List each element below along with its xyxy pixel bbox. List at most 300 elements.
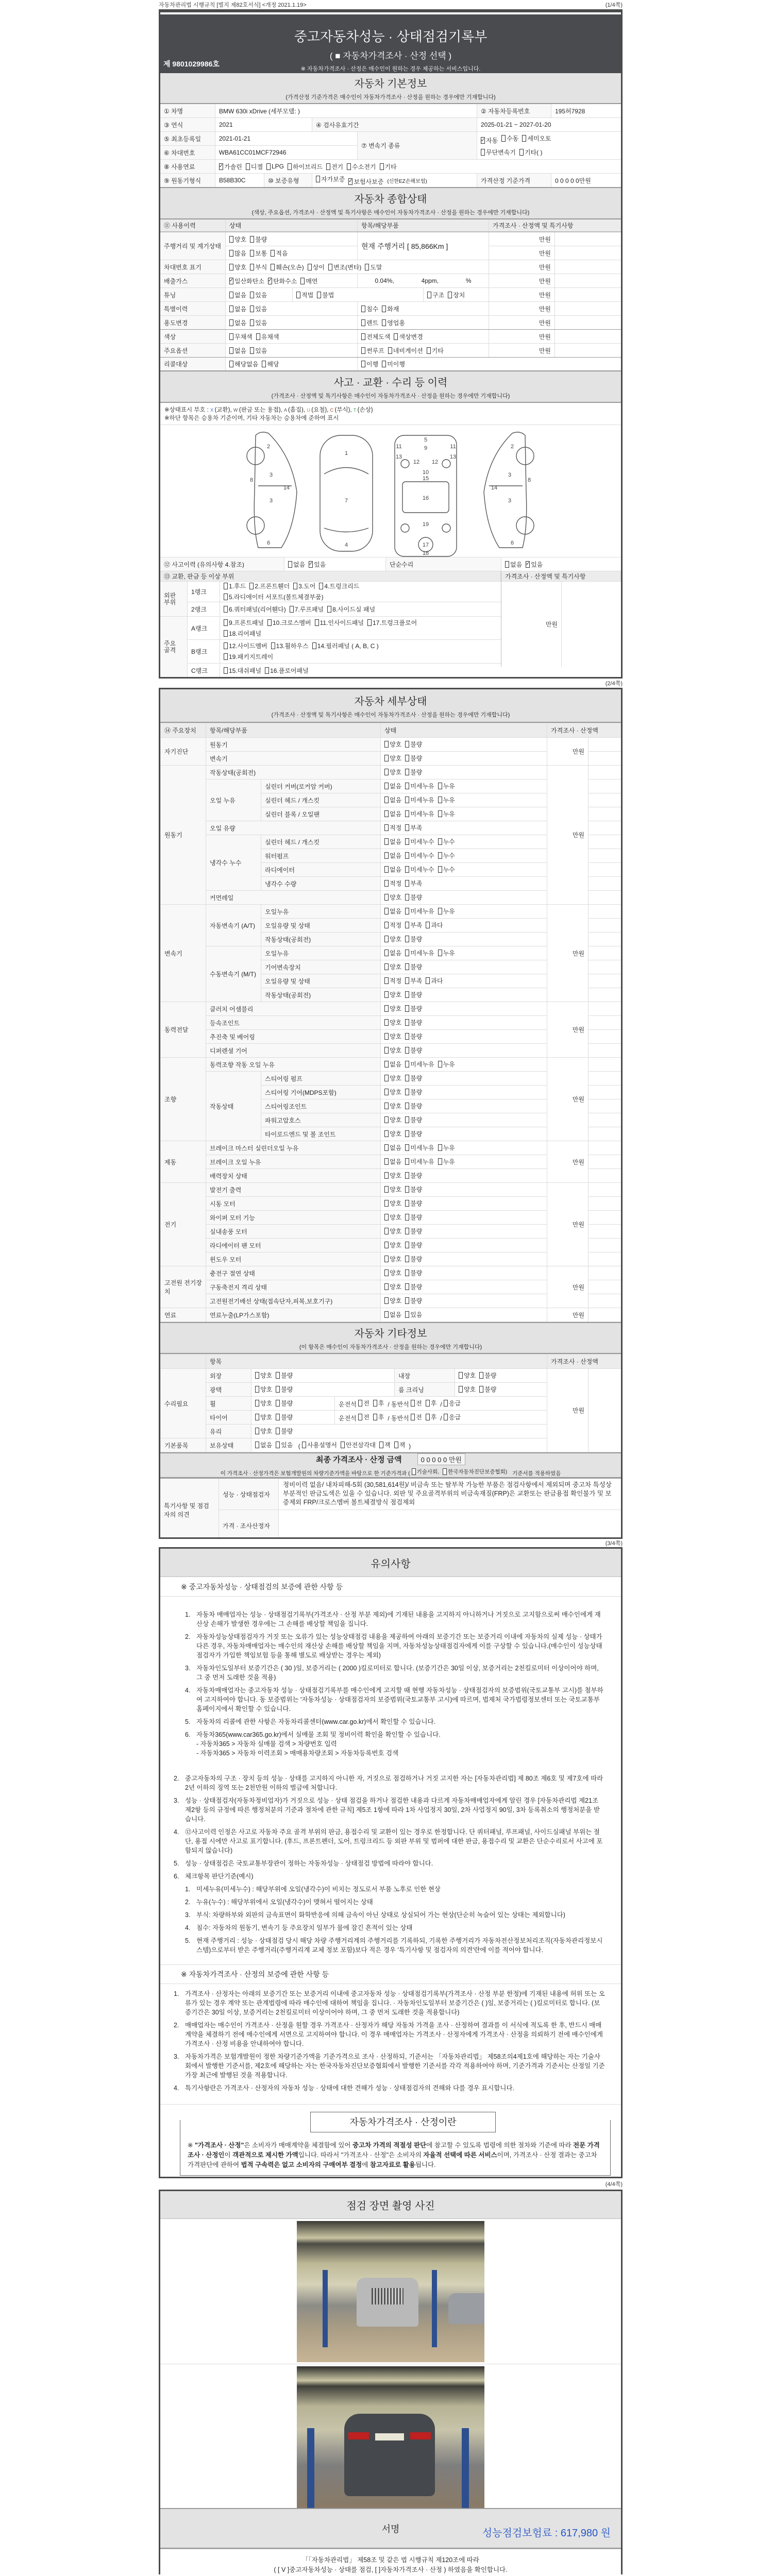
checkbox-checked[interactable]: ✓ (229, 278, 234, 283)
checkbox-unchecked[interactable] (505, 561, 509, 568)
checkbox-checked[interactable]: ✓ (309, 561, 313, 567)
checkbox-option[interactable] (347, 162, 376, 171)
checkbox-unchecked[interactable] (308, 264, 312, 270)
checkbox-unchecked[interactable] (276, 1414, 280, 1420)
checkbox-unchecked[interactable] (384, 1269, 389, 1276)
checkbox-option[interactable] (250, 235, 267, 244)
checkbox-unchecked[interactable] (405, 1005, 409, 1012)
checkbox-unchecked[interactable] (224, 653, 228, 660)
checkbox-unchecked[interactable] (384, 950, 389, 956)
checkbox-option[interactable] (405, 1213, 422, 1222)
checkbox-option[interactable] (438, 851, 455, 860)
checkbox-unchecked[interactable] (384, 1256, 389, 1262)
checkbox-unchecked[interactable] (250, 264, 254, 270)
checkbox-option[interactable] (276, 1427, 293, 1435)
checkbox-unchecked[interactable] (388, 347, 392, 354)
checkbox-option[interactable] (309, 560, 326, 569)
checkbox-option[interactable] (315, 618, 364, 627)
checkbox-option[interactable] (384, 976, 401, 985)
checkbox-option[interactable] (384, 1310, 401, 1319)
checkbox-unchecked[interactable] (501, 135, 506, 142)
checkbox-unchecked[interactable] (271, 264, 275, 270)
checkbox-unchecked[interactable] (384, 810, 389, 817)
checkbox-unchecked[interactable] (405, 1214, 409, 1221)
checkbox-unchecked[interactable] (479, 1372, 483, 1379)
checkbox-unchecked[interactable] (384, 755, 389, 761)
checkbox-option[interactable] (384, 795, 401, 804)
checkbox-unchecked[interactable] (459, 1386, 463, 1393)
checkbox-option[interactable] (405, 1060, 434, 1069)
checkbox-option[interactable] (224, 666, 261, 675)
checkbox-option[interactable] (229, 332, 253, 341)
checkbox-unchecked[interactable] (229, 306, 233, 312)
checkbox-unchecked[interactable] (405, 908, 409, 914)
checkbox-unchecked[interactable] (426, 922, 430, 928)
checkbox-unchecked[interactable] (276, 1400, 280, 1406)
checkbox-option[interactable] (384, 1101, 401, 1110)
checkbox-option[interactable] (438, 1060, 455, 1069)
checkbox-checked[interactable]: ✓ (526, 561, 530, 567)
checkbox-unchecked[interactable] (384, 1186, 389, 1193)
checkbox-option[interactable] (405, 1032, 422, 1041)
checkbox-unchecked[interactable] (405, 1047, 409, 1054)
checkbox-option[interactable] (405, 976, 422, 985)
checkbox-option[interactable] (405, 823, 422, 832)
checkbox-unchecked[interactable] (229, 347, 233, 354)
checkbox-unchecked[interactable] (373, 1400, 377, 1406)
checkbox-unchecked[interactable] (438, 908, 442, 914)
checkbox-unchecked[interactable] (229, 319, 233, 326)
checkbox-option[interactable] (384, 1199, 401, 1208)
checkbox-option[interactable] (405, 1255, 422, 1263)
checkbox-option[interactable] (382, 304, 399, 313)
checkbox-unchecked[interactable] (379, 1442, 383, 1448)
checkbox-option[interactable] (384, 1060, 401, 1069)
checkbox-unchecked[interactable] (394, 333, 398, 340)
checkbox-unchecked[interactable] (405, 1033, 409, 1040)
checkbox-unchecked[interactable] (229, 250, 233, 257)
checkbox-option[interactable] (384, 823, 401, 832)
checkbox-unchecked[interactable] (438, 866, 442, 873)
checkbox-unchecked[interactable] (405, 755, 409, 761)
checkbox-unchecked[interactable] (384, 838, 389, 845)
checkbox-option[interactable] (229, 277, 264, 285)
checkbox-unchecked[interactable] (405, 741, 409, 748)
checkbox-option[interactable] (326, 162, 343, 171)
checkbox-unchecked[interactable] (384, 880, 389, 887)
checkbox-option[interactable] (290, 605, 324, 614)
checkbox-unchecked[interactable] (267, 619, 272, 626)
checkbox-option[interactable] (250, 263, 267, 272)
checkbox-unchecked[interactable] (229, 264, 233, 270)
checkbox-option[interactable] (271, 263, 304, 272)
checkbox-unchecked[interactable] (255, 1386, 259, 1393)
checkbox-unchecked[interactable] (405, 991, 409, 998)
checkbox-option[interactable] (276, 1413, 293, 1421)
checkbox-unchecked[interactable] (443, 1468, 447, 1475)
checkbox-unchecked[interactable] (358, 1400, 362, 1406)
checkbox-option[interactable] (384, 893, 401, 902)
checkbox-option[interactable] (255, 1440, 272, 1449)
checkbox-option[interactable] (319, 582, 359, 590)
checkbox-unchecked[interactable] (438, 1144, 442, 1151)
checkbox-option[interactable] (384, 1171, 401, 1180)
checkbox-unchecked[interactable] (405, 1116, 409, 1123)
checkbox-option[interactable] (361, 346, 384, 355)
checkbox-option[interactable] (255, 1371, 272, 1380)
checkbox-option[interactable] (526, 560, 543, 569)
checkbox-unchecked[interactable] (382, 319, 386, 326)
checkbox-option[interactable] (328, 263, 361, 272)
checkbox-unchecked[interactable] (276, 1442, 280, 1448)
checkbox-unchecked[interactable] (384, 741, 389, 748)
checkbox-unchecked[interactable] (276, 1372, 280, 1379)
checkbox-option[interactable] (246, 162, 263, 171)
checkbox-unchecked[interactable] (365, 264, 369, 270)
checkbox-option[interactable] (438, 1157, 455, 1166)
checkbox-unchecked[interactable] (384, 1311, 389, 1318)
checkbox-option[interactable] (405, 1074, 422, 1082)
checkbox-option[interactable] (380, 162, 397, 171)
checkbox-unchecked[interactable] (328, 264, 332, 270)
checkbox-unchecked[interactable] (384, 824, 389, 831)
checkbox-unchecked[interactable] (224, 619, 228, 626)
checkbox-unchecked[interactable] (384, 991, 389, 998)
checkbox-unchecked[interactable] (224, 667, 228, 674)
checkbox-unchecked[interactable] (405, 963, 409, 970)
checkbox-option[interactable] (267, 618, 311, 627)
checkbox-unchecked[interactable] (250, 319, 254, 326)
checkbox-option[interactable] (405, 1227, 422, 1235)
checkbox-unchecked[interactable] (384, 1089, 389, 1095)
checkbox-option[interactable] (405, 1296, 422, 1305)
checkbox-option[interactable] (438, 795, 455, 804)
checkbox-option[interactable] (384, 1004, 401, 1013)
checkbox-option[interactable] (384, 1074, 401, 1082)
checkbox-option[interactable] (405, 1157, 434, 1166)
checkbox-unchecked[interactable] (384, 1297, 389, 1304)
checkbox-option[interactable] (229, 291, 246, 299)
checkbox-option[interactable] (229, 263, 246, 272)
checkbox-unchecked[interactable] (384, 963, 389, 970)
checkbox-unchecked[interactable] (315, 619, 319, 626)
checkbox-unchecked[interactable] (411, 1400, 415, 1406)
checkbox-unchecked[interactable] (347, 163, 351, 170)
checkbox-unchecked[interactable] (317, 292, 321, 298)
checkbox-unchecked[interactable] (384, 922, 389, 928)
checkbox-option[interactable] (373, 1413, 384, 1421)
checkbox-option[interactable] (405, 865, 434, 874)
checkbox-option[interactable] (224, 641, 267, 650)
checkbox-option[interactable] (365, 263, 382, 272)
checkbox-option[interactable] (438, 837, 455, 846)
checkbox-option[interactable] (438, 782, 455, 790)
checkbox-unchecked[interactable] (438, 796, 442, 803)
checkbox-option[interactable] (224, 605, 286, 614)
checkbox-unchecked[interactable] (250, 236, 254, 243)
checkbox-unchecked[interactable] (246, 163, 250, 170)
checkbox-option[interactable] (379, 1440, 391, 1449)
checkbox-option[interactable] (276, 1399, 293, 1408)
checkbox-option[interactable] (358, 1399, 369, 1408)
checkbox-unchecked[interactable] (405, 838, 409, 845)
checkbox-option[interactable] (405, 1115, 422, 1124)
checkbox-unchecked[interactable] (262, 361, 266, 367)
checkbox-option[interactable] (300, 277, 317, 285)
checkbox-option[interactable] (361, 318, 378, 327)
checkbox-option[interactable] (411, 1399, 422, 1408)
checkbox-unchecked[interactable] (405, 1242, 409, 1248)
checkbox-unchecked[interactable] (384, 1075, 389, 1081)
checkbox-option[interactable] (405, 1310, 422, 1319)
checkbox-option[interactable] (405, 1018, 422, 1027)
checkbox-option[interactable] (255, 1385, 272, 1394)
checkbox-option[interactable] (405, 1185, 422, 1194)
checkbox-unchecked[interactable] (405, 977, 409, 984)
checkbox-unchecked[interactable] (288, 163, 292, 170)
checkbox-option[interactable] (479, 1385, 496, 1394)
checkbox-unchecked[interactable] (405, 1075, 409, 1081)
checkbox-option[interactable] (394, 332, 423, 341)
checkbox-option[interactable] (250, 304, 267, 313)
checkbox-unchecked[interactable] (384, 1214, 389, 1221)
checkbox-unchecked[interactable] (405, 1311, 409, 1318)
checkbox-option[interactable] (224, 652, 273, 661)
checkbox-unchecked[interactable] (405, 866, 409, 873)
checkbox-unchecked[interactable] (229, 292, 233, 298)
checkbox-option[interactable] (444, 1399, 461, 1408)
checkbox-unchecked[interactable] (255, 1428, 259, 1434)
checkbox-unchecked[interactable] (250, 306, 254, 312)
checkbox-option[interactable] (312, 641, 379, 650)
checkbox-unchecked[interactable] (271, 642, 275, 649)
checkbox-option[interactable] (438, 865, 455, 874)
checkbox-option[interactable] (384, 1282, 401, 1291)
checkbox-option[interactable] (384, 1143, 401, 1152)
checkbox-unchecked[interactable] (319, 583, 323, 589)
checkbox-option[interactable] (426, 976, 443, 985)
checkbox-option[interactable] (443, 1468, 507, 1476)
checkbox-option[interactable] (384, 907, 401, 916)
checkbox-unchecked[interactable] (384, 796, 389, 803)
checkbox-unchecked[interactable] (380, 163, 384, 170)
checkbox-unchecked[interactable] (412, 1468, 416, 1475)
checkbox-unchecked[interactable] (405, 852, 409, 859)
checkbox-unchecked[interactable] (384, 1130, 389, 1137)
checkbox-unchecked[interactable] (255, 1442, 259, 1448)
checkbox-unchecked[interactable] (438, 783, 442, 789)
checkbox-option[interactable] (405, 740, 422, 749)
checkbox-unchecked[interactable] (384, 1283, 389, 1290)
checkbox-option[interactable] (229, 346, 246, 355)
checkbox-option[interactable] (405, 907, 434, 916)
checkbox-option[interactable] (405, 962, 422, 971)
checkbox-option[interactable] (224, 592, 324, 601)
checkbox-option[interactable] (405, 1143, 434, 1152)
checkbox-option[interactable] (367, 618, 417, 627)
checkbox-option[interactable] (384, 1018, 401, 1027)
checkbox-option[interactable] (405, 1268, 422, 1277)
checkbox-option[interactable] (384, 837, 401, 846)
checkbox-option[interactable] (229, 235, 246, 244)
checkbox-option[interactable] (384, 754, 401, 762)
checkbox-option[interactable] (505, 560, 522, 569)
checkbox-option[interactable] (384, 1115, 401, 1124)
checkbox-option[interactable] (384, 1157, 401, 1166)
checkbox-option[interactable] (224, 582, 246, 590)
checkbox-option[interactable] (384, 782, 401, 790)
checkbox-unchecked[interactable] (384, 977, 389, 984)
checkbox-option[interactable] (384, 865, 401, 874)
checkbox-unchecked[interactable] (411, 1414, 415, 1420)
checkbox-option[interactable] (412, 1468, 440, 1476)
checkbox-unchecked[interactable] (426, 1400, 430, 1406)
checkbox-option[interactable] (426, 1399, 437, 1408)
checkbox-checked[interactable]: ✓ (480, 137, 485, 143)
checkbox-unchecked[interactable] (405, 922, 409, 928)
checkbox-option[interactable] (405, 1046, 422, 1055)
checkbox-unchecked[interactable] (438, 838, 442, 845)
checkbox-option[interactable] (271, 249, 288, 258)
checkbox-unchecked[interactable] (288, 561, 292, 568)
checkbox-option[interactable] (427, 346, 444, 355)
checkbox-checked[interactable]: ✓ (267, 278, 273, 283)
checkbox-option[interactable] (250, 249, 267, 258)
checkbox-unchecked[interactable] (384, 894, 389, 901)
checkbox-unchecked[interactable] (384, 1172, 389, 1179)
checkbox-unchecked[interactable] (479, 1386, 483, 1393)
checkbox-unchecked[interactable] (384, 908, 389, 914)
checkbox-unchecked[interactable] (266, 163, 271, 170)
checkbox-option[interactable] (358, 1413, 369, 1421)
checkbox-option[interactable] (384, 879, 401, 888)
checkbox-unchecked[interactable] (481, 149, 485, 156)
checkbox-unchecked[interactable] (229, 333, 233, 340)
checkbox-unchecked[interactable] (293, 583, 297, 589)
checkbox-option[interactable] (361, 332, 390, 341)
checkbox-unchecked[interactable] (405, 783, 409, 789)
checkbox-unchecked[interactable] (224, 630, 228, 637)
checkbox-unchecked[interactable] (438, 810, 442, 817)
checkbox-option[interactable] (405, 1088, 422, 1096)
checkbox-option[interactable] (224, 618, 264, 627)
checkbox-unchecked[interactable] (384, 1061, 389, 1067)
checkbox-unchecked[interactable] (312, 642, 316, 649)
checkbox-unchecked[interactable] (265, 667, 269, 674)
checkbox-unchecked[interactable] (405, 1283, 409, 1290)
checkbox-unchecked[interactable] (373, 1414, 377, 1420)
checkbox-option[interactable] (481, 136, 498, 145)
checkbox-unchecked[interactable] (405, 1061, 409, 1067)
checkbox-option[interactable] (317, 291, 334, 299)
checkbox-unchecked[interactable] (405, 1158, 409, 1165)
checkbox-unchecked[interactable] (519, 149, 524, 156)
checkbox-option[interactable] (384, 1129, 401, 1138)
checkbox-option[interactable] (405, 1199, 422, 1208)
checkbox-option[interactable] (405, 809, 434, 818)
checkbox-option[interactable] (427, 291, 444, 299)
checkbox-option[interactable] (384, 851, 401, 860)
checkbox-unchecked[interactable] (316, 176, 320, 182)
checkbox-option[interactable] (266, 163, 284, 170)
checkbox-option[interactable] (384, 1213, 401, 1222)
checkbox-option[interactable] (405, 1282, 422, 1291)
checkbox-unchecked[interactable] (384, 866, 389, 873)
checkbox-option[interactable] (438, 809, 455, 818)
checkbox-unchecked[interactable] (405, 1269, 409, 1276)
checkbox-option[interactable] (405, 1101, 422, 1110)
checkbox-option[interactable] (384, 921, 401, 929)
checkbox-option[interactable] (255, 1399, 272, 1408)
checkbox-unchecked[interactable] (438, 852, 442, 859)
checkbox-unchecked[interactable] (302, 1442, 306, 1448)
checkbox-unchecked[interactable] (405, 1172, 409, 1179)
checkbox-unchecked[interactable] (361, 319, 365, 326)
checkbox-unchecked[interactable] (224, 642, 228, 649)
checkbox-option[interactable] (481, 148, 516, 157)
checkbox-unchecked[interactable] (405, 1186, 409, 1193)
checkbox-unchecked[interactable] (384, 1103, 389, 1109)
checkbox-option[interactable] (373, 1399, 384, 1408)
checkbox-option[interactable] (384, 740, 401, 749)
checkbox-option[interactable] (276, 1371, 293, 1380)
checkbox-unchecked[interactable] (255, 1400, 259, 1406)
checkbox-option[interactable] (265, 666, 309, 675)
checkbox-unchecked[interactable] (426, 1414, 430, 1420)
checkbox-unchecked[interactable] (224, 606, 228, 613)
checkbox-unchecked[interactable] (224, 594, 228, 600)
checkbox-unchecked[interactable] (276, 1428, 280, 1434)
checkbox-unchecked[interactable] (405, 1130, 409, 1137)
checkbox-unchecked[interactable] (405, 1019, 409, 1026)
checkbox-option[interactable] (405, 851, 434, 860)
checkbox-option[interactable] (384, 1296, 401, 1305)
checkbox-unchecked[interactable] (405, 824, 409, 831)
checkbox-unchecked[interactable] (250, 250, 254, 257)
checkbox-option[interactable] (411, 1413, 422, 1421)
checkbox-unchecked[interactable] (361, 306, 365, 312)
checkbox-unchecked[interactable] (326, 163, 330, 170)
checkbox-unchecked[interactable] (405, 1103, 409, 1109)
checkbox-unchecked[interactable] (358, 1414, 362, 1420)
checkbox-unchecked[interactable] (384, 1228, 389, 1234)
checkbox-unchecked[interactable] (384, 1144, 389, 1151)
checkbox-unchecked[interactable] (384, 1019, 389, 1026)
checkbox-option[interactable] (250, 291, 267, 299)
checkbox-option[interactable] (276, 1440, 293, 1449)
checkbox-unchecked[interactable] (427, 292, 431, 298)
checkbox-unchecked[interactable] (384, 1116, 389, 1123)
checkbox-unchecked[interactable] (438, 950, 442, 956)
checkbox-option[interactable] (384, 1268, 401, 1277)
checkbox-option[interactable] (405, 948, 434, 957)
checkbox-unchecked[interactable] (276, 1386, 280, 1393)
checkbox-option[interactable] (384, 1241, 401, 1249)
checkbox-option[interactable] (388, 346, 423, 355)
checkbox-unchecked[interactable] (405, 950, 409, 956)
checkbox-unchecked[interactable] (384, 783, 389, 789)
checkbox-option[interactable] (405, 879, 422, 888)
checkbox-option[interactable] (255, 1427, 272, 1435)
checkbox-unchecked[interactable] (224, 583, 228, 589)
checkbox-option[interactable] (405, 921, 422, 929)
checkbox-unchecked[interactable] (438, 1158, 442, 1165)
checkbox-option[interactable] (479, 1371, 496, 1380)
checkbox-unchecked[interactable] (405, 1228, 409, 1234)
checkbox-unchecked[interactable] (327, 606, 331, 613)
checkbox-unchecked[interactable] (384, 769, 389, 775)
checkbox-option[interactable] (250, 346, 267, 355)
